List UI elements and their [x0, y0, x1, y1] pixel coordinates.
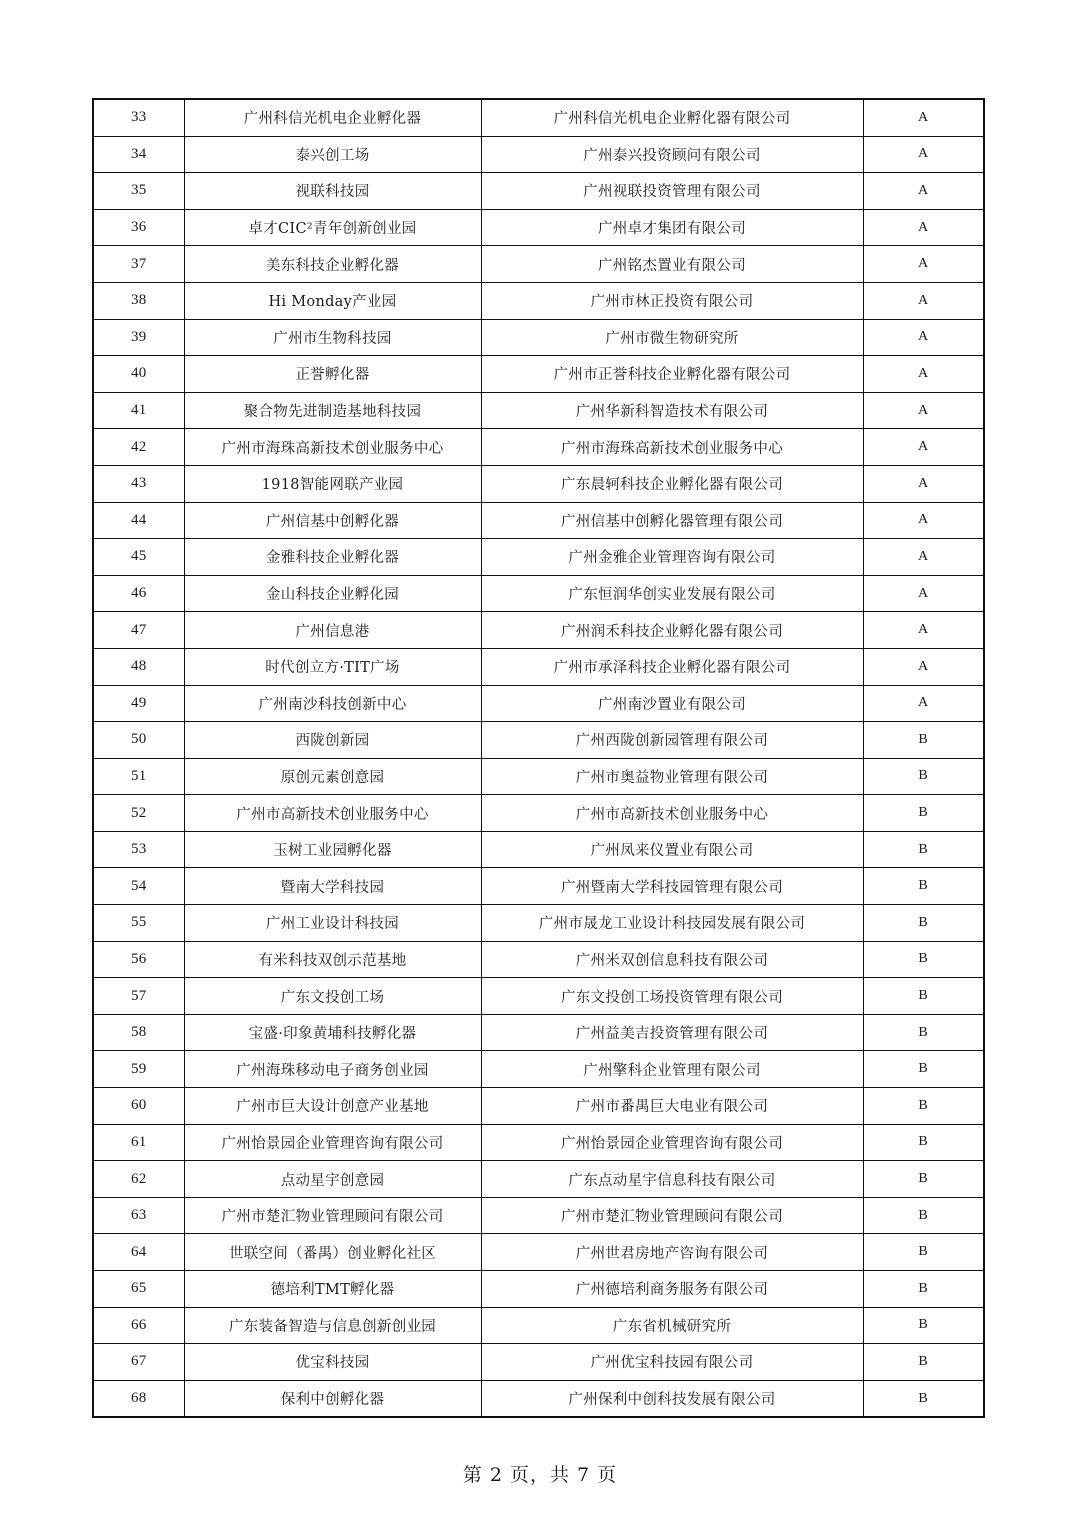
- incubator-name-cell: 广州科信光机电企业孵化器: [184, 99, 481, 136]
- incubator-name-cell: Hi Monday产业园: [184, 282, 481, 319]
- incubator-name-cell: 有米科技双创示范基地: [184, 941, 481, 978]
- table-row: [93, 648, 984, 685]
- operator-company-cell: 广州视联投资管理有限公司: [481, 173, 863, 210]
- row-number-cell: 57: [93, 978, 184, 1015]
- row-number-cell: 67: [93, 1344, 184, 1381]
- operator-company-cell: 广州市番禺巨大电业有限公司: [481, 1088, 863, 1125]
- table-row: [93, 1088, 984, 1125]
- row-number-cell: 48: [93, 648, 184, 685]
- operator-company-cell: 广州米双创信息科技有限公司: [481, 941, 863, 978]
- operator-company-cell: 广州科信光机电企业孵化器有限公司: [481, 99, 863, 136]
- row-number-cell: 55: [93, 905, 184, 942]
- operator-company-cell: 广州市高新技术创业服务中心: [481, 795, 863, 832]
- row-number-cell: 41: [93, 392, 184, 429]
- table-row: [93, 685, 984, 722]
- operator-company-cell: 广州铭杰置业有限公司: [481, 246, 863, 283]
- incubator-name-cell: 保利中创孵化器: [184, 1380, 481, 1417]
- incubator-name-cell: 视联科技园: [184, 173, 481, 210]
- rating-level-cell: A: [863, 282, 984, 319]
- row-number-cell: 33: [93, 99, 184, 136]
- operator-company-cell: 广州华新科智造技术有限公司: [481, 392, 863, 429]
- operator-company-cell: 广州市晟龙工业设计科技园发展有限公司: [481, 905, 863, 942]
- incubator-name-cell: 广州工业设计科技园: [184, 905, 481, 942]
- table-row: [93, 612, 984, 649]
- operator-company-cell: 广州市楚汇物业管理顾问有限公司: [481, 1197, 863, 1234]
- rating-level-cell: B: [863, 1197, 984, 1234]
- operator-company-cell: 广州暨南大学科技园管理有限公司: [481, 868, 863, 905]
- rating-level-cell: B: [863, 1307, 984, 1344]
- row-number-cell: 38: [93, 282, 184, 319]
- rating-level-cell: B: [863, 1234, 984, 1271]
- rating-level-cell: B: [863, 941, 984, 978]
- incubator-name-cell: 正誉孵化器: [184, 356, 481, 393]
- row-number-cell: 37: [93, 246, 184, 283]
- incubator-name-cell: 广州市海珠高新技术创业服务中心: [184, 429, 481, 466]
- table-row: [93, 429, 984, 466]
- incubator-name-cell: 世联空间（番禺）创业孵化社区: [184, 1234, 481, 1271]
- operator-company-cell: 广州市承泽科技企业孵化器有限公司: [481, 648, 863, 685]
- incubator-name-cell: 西陇创新园: [184, 722, 481, 759]
- incubator-name-cell: 点动星宇创意园: [184, 1161, 481, 1198]
- rating-level-cell: A: [863, 209, 984, 246]
- rating-level-cell: A: [863, 319, 984, 356]
- operator-company-cell: 广州南沙置业有限公司: [481, 685, 863, 722]
- table-row: [93, 246, 984, 283]
- row-number-cell: 63: [93, 1197, 184, 1234]
- rating-level-cell: B: [863, 831, 984, 868]
- rating-level-cell: B: [863, 795, 984, 832]
- row-number-cell: 35: [93, 173, 184, 210]
- rating-level-cell: B: [863, 905, 984, 942]
- row-number-cell: 47: [93, 612, 184, 649]
- table-row: [93, 209, 984, 246]
- rating-level-cell: B: [863, 1014, 984, 1051]
- operator-company-cell: 广东晨轲科技企业孵化器有限公司: [481, 465, 863, 502]
- rating-level-cell: B: [863, 1380, 984, 1417]
- table-row: [93, 941, 984, 978]
- incubator-name-cell: 卓才CIC²青年创新创业园: [184, 209, 481, 246]
- row-number-cell: 42: [93, 429, 184, 466]
- incubator-name-cell: 泰兴创工场: [184, 136, 481, 173]
- table-row: [93, 173, 984, 210]
- row-number-cell: 34: [93, 136, 184, 173]
- rating-level-cell: A: [863, 356, 984, 393]
- rating-level-cell: B: [863, 978, 984, 1015]
- operator-company-cell: 广州益美吉投资管理有限公司: [481, 1014, 863, 1051]
- rating-level-cell: B: [863, 1344, 984, 1381]
- table-row: [93, 99, 984, 136]
- operator-company-cell: 广州润禾科技企业孵化器有限公司: [481, 612, 863, 649]
- row-number-cell: 64: [93, 1234, 184, 1271]
- operator-company-cell: 广州信基中创孵化器管理有限公司: [481, 502, 863, 539]
- rating-level-cell: A: [863, 246, 984, 283]
- operator-company-cell: 广州市微生物研究所: [481, 319, 863, 356]
- row-number-cell: 58: [93, 1014, 184, 1051]
- operator-company-cell: 广东文投创工场投资管理有限公司: [481, 978, 863, 1015]
- incubator-name-cell: 暨南大学科技园: [184, 868, 481, 905]
- incubator-name-cell: 广州南沙科技创新中心: [184, 685, 481, 722]
- row-number-cell: 44: [93, 502, 184, 539]
- table-row: [93, 1307, 984, 1344]
- incubator-name-cell: 优宝科技园: [184, 1344, 481, 1381]
- table-row: [93, 978, 984, 1015]
- table-row: [93, 1234, 984, 1271]
- row-number-cell: 51: [93, 758, 184, 795]
- operator-company-cell: 广东省机械研究所: [481, 1307, 863, 1344]
- table-body: [93, 99, 984, 1417]
- operator-company-cell: 广州德培利商务服务有限公司: [481, 1271, 863, 1308]
- rating-level-cell: B: [863, 1271, 984, 1308]
- incubator-name-cell: 金山科技企业孵化园: [184, 575, 481, 612]
- row-number-cell: 66: [93, 1307, 184, 1344]
- table-row: [93, 465, 984, 502]
- table-row: [93, 1271, 984, 1308]
- rating-level-cell: A: [863, 685, 984, 722]
- table-row: [93, 722, 984, 759]
- rating-level-cell: B: [863, 758, 984, 795]
- operator-company-cell: 广州西陇创新园管理有限公司: [481, 722, 863, 759]
- row-number-cell: 46: [93, 575, 184, 612]
- row-number-cell: 43: [93, 465, 184, 502]
- operator-company-cell: 广东点动星宇信息科技有限公司: [481, 1161, 863, 1198]
- operator-company-cell: 广州市奥益物业管理有限公司: [481, 758, 863, 795]
- operator-company-cell: 广州市正誉科技企业孵化器有限公司: [481, 356, 863, 393]
- row-number-cell: 49: [93, 685, 184, 722]
- row-number-cell: 62: [93, 1161, 184, 1198]
- incubator-name-cell: 宝盛·印象黄埔科技孵化器: [184, 1014, 481, 1051]
- incubator-name-cell: 广州市楚汇物业管理顾问有限公司: [184, 1197, 481, 1234]
- rating-level-cell: A: [863, 648, 984, 685]
- operator-company-cell: 广州金雅企业管理咨询有限公司: [481, 539, 863, 576]
- rating-level-cell: A: [863, 429, 984, 466]
- incubator-name-cell: 德培利TMT孵化器: [184, 1271, 481, 1308]
- rating-level-cell: B: [863, 868, 984, 905]
- table-row: [93, 1051, 984, 1088]
- table-row: [93, 758, 984, 795]
- rating-level-cell: A: [863, 575, 984, 612]
- incubator-name-cell: 广州信息港: [184, 612, 481, 649]
- incubator-name-cell: 时代创立方·TIT广场: [184, 648, 481, 685]
- operator-company-cell: 广东恒润华创实业发展有限公司: [481, 575, 863, 612]
- incubator-name-cell: 美东科技企业孵化器: [184, 246, 481, 283]
- row-number-cell: 53: [93, 831, 184, 868]
- incubator-name-cell: 1918智能网联产业园: [184, 465, 481, 502]
- table-row: [93, 1161, 984, 1198]
- incubator-table: [92, 98, 985, 1418]
- table-row: [93, 392, 984, 429]
- table-row: [93, 905, 984, 942]
- table-row: [93, 831, 984, 868]
- operator-company-cell: 广州卓才集团有限公司: [481, 209, 863, 246]
- row-number-cell: 59: [93, 1051, 184, 1088]
- rating-level-cell: A: [863, 465, 984, 502]
- incubator-name-cell: 广州市巨大设计创意产业基地: [184, 1088, 481, 1125]
- row-number-cell: 65: [93, 1271, 184, 1308]
- operator-company-cell: 广州市林正投资有限公司: [481, 282, 863, 319]
- row-number-cell: 36: [93, 209, 184, 246]
- rating-level-cell: B: [863, 1051, 984, 1088]
- rating-level-cell: A: [863, 392, 984, 429]
- page-footer: 第 2 页，共 7 页: [462, 1464, 618, 1486]
- row-number-cell: 68: [93, 1380, 184, 1417]
- table-row: [93, 1014, 984, 1051]
- operator-company-cell: 广州保利中创科技发展有限公司: [481, 1380, 863, 1417]
- table-row: [93, 795, 984, 832]
- table-row: [93, 1344, 984, 1381]
- incubator-name-cell: 广州信基中创孵化器: [184, 502, 481, 539]
- row-number-cell: 60: [93, 1088, 184, 1125]
- incubator-name-cell: 广东文投创工场: [184, 978, 481, 1015]
- rating-level-cell: A: [863, 99, 984, 136]
- row-number-cell: 54: [93, 868, 184, 905]
- rating-level-cell: A: [863, 136, 984, 173]
- table-row: [93, 319, 984, 356]
- row-number-cell: 61: [93, 1124, 184, 1161]
- row-number-cell: 52: [93, 795, 184, 832]
- row-number-cell: 39: [93, 319, 184, 356]
- operator-company-cell: 广州市海珠高新技术创业服务中心: [481, 429, 863, 466]
- rating-level-cell: A: [863, 612, 984, 649]
- table-row: [93, 1197, 984, 1234]
- table-row: [93, 1124, 984, 1161]
- row-number-cell: 45: [93, 539, 184, 576]
- operator-company-cell: 广州凤来仪置业有限公司: [481, 831, 863, 868]
- table-row: [93, 282, 984, 319]
- operator-company-cell: 广州优宝科技园有限公司: [481, 1344, 863, 1381]
- table-row: [93, 539, 984, 576]
- incubator-name-cell: 原创元素创意园: [184, 758, 481, 795]
- rating-level-cell: B: [863, 1161, 984, 1198]
- operator-company-cell: 广州怡景园企业管理咨询有限公司: [481, 1124, 863, 1161]
- table-row: [93, 502, 984, 539]
- rating-level-cell: A: [863, 173, 984, 210]
- table-row: [93, 1380, 984, 1417]
- row-number-cell: 56: [93, 941, 184, 978]
- incubator-name-cell: 广州市高新技术创业服务中心: [184, 795, 481, 832]
- table-row: [93, 356, 984, 393]
- rating-level-cell: A: [863, 502, 984, 539]
- operator-company-cell: 广州世君房地产咨询有限公司: [481, 1234, 863, 1271]
- rating-level-cell: B: [863, 722, 984, 759]
- incubator-name-cell: 广州海珠移动电子商务创业园: [184, 1051, 481, 1088]
- incubator-name-cell: 金雅科技企业孵化器: [184, 539, 481, 576]
- row-number-cell: 40: [93, 356, 184, 393]
- operator-company-cell: 广州泰兴投资顾问有限公司: [481, 136, 863, 173]
- incubator-name-cell: 聚合物先进制造基地科技园: [184, 392, 481, 429]
- table-row: [93, 136, 984, 173]
- table-row: [93, 868, 984, 905]
- incubator-name-cell: 广东装备智造与信息创新创业园: [184, 1307, 481, 1344]
- incubator-name-cell: 玉树工业园孵化器: [184, 831, 481, 868]
- row-number-cell: 50: [93, 722, 184, 759]
- rating-level-cell: B: [863, 1124, 984, 1161]
- rating-level-cell: A: [863, 539, 984, 576]
- incubator-name-cell: 广州怡景园企业管理咨询有限公司: [184, 1124, 481, 1161]
- table-row: [93, 575, 984, 612]
- operator-company-cell: 广州擎科企业管理有限公司: [481, 1051, 863, 1088]
- incubator-name-cell: 广州市生物科技园: [184, 319, 481, 356]
- rating-level-cell: B: [863, 1088, 984, 1125]
